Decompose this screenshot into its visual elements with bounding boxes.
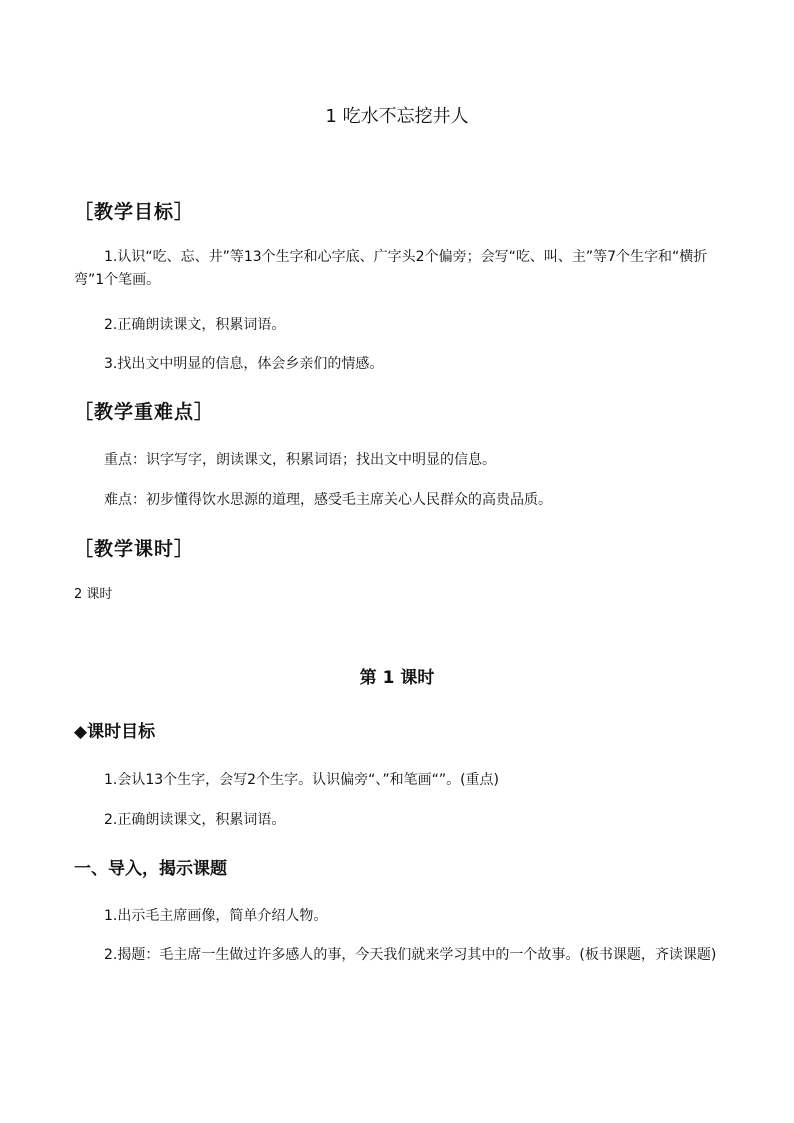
hours-value: 2 课时 xyxy=(74,587,113,602)
key-point-item-1: 重点：识字写字，朗读课文，积累词语；找出文中明显的信息。 xyxy=(104,452,496,468)
objectives-heading: ［教学目标］ xyxy=(74,201,195,223)
part1-heading: 一、导入，揭示课题 xyxy=(74,859,227,879)
lesson-goal-item-1: 1.会认13个生字，会写2个生字。认识偏旁“、”和笔画“”。(重点) xyxy=(104,772,500,788)
lesson1-heading: 第 1 课时 xyxy=(359,668,435,688)
lesson-goals-heading: ◆课时目标 xyxy=(74,722,156,742)
lesson-goal-item-2: 2.正确朗读课文，积累词语。 xyxy=(104,812,286,828)
objective-item-2: 2.正确朗读课文，积累词语。 xyxy=(104,317,286,333)
part1-item-1: 1.出示毛主席画像，简单介绍人物。 xyxy=(104,908,328,924)
key-points-heading: ［教学重难点］ xyxy=(74,401,215,423)
key-point-item-2: 难点：初步懂得饮水思源的道理，感受毛主席关心人民群众的高贵品质。 xyxy=(104,492,552,508)
hours-heading: ［教学课时］ xyxy=(74,538,195,560)
part1-item-2: 2.揭题：毛主席一生做过许多感人的事，今天我们就来学习其中的一个故事。(板书课题，齐读课题) xyxy=(104,947,717,963)
objective-item-3: 3.找出文中明显的信息，体会乡亲们的情感。 xyxy=(104,356,384,372)
objective-item-1: 1.认识“吃、忘、井”等13个生字和心字底、广字头2个偏旁；会写“吃、叫、主”等7个生字和“横折弯”1个笔画。 xyxy=(74,249,708,288)
document-title: 1 吃水不忘挖井人 xyxy=(325,106,469,127)
